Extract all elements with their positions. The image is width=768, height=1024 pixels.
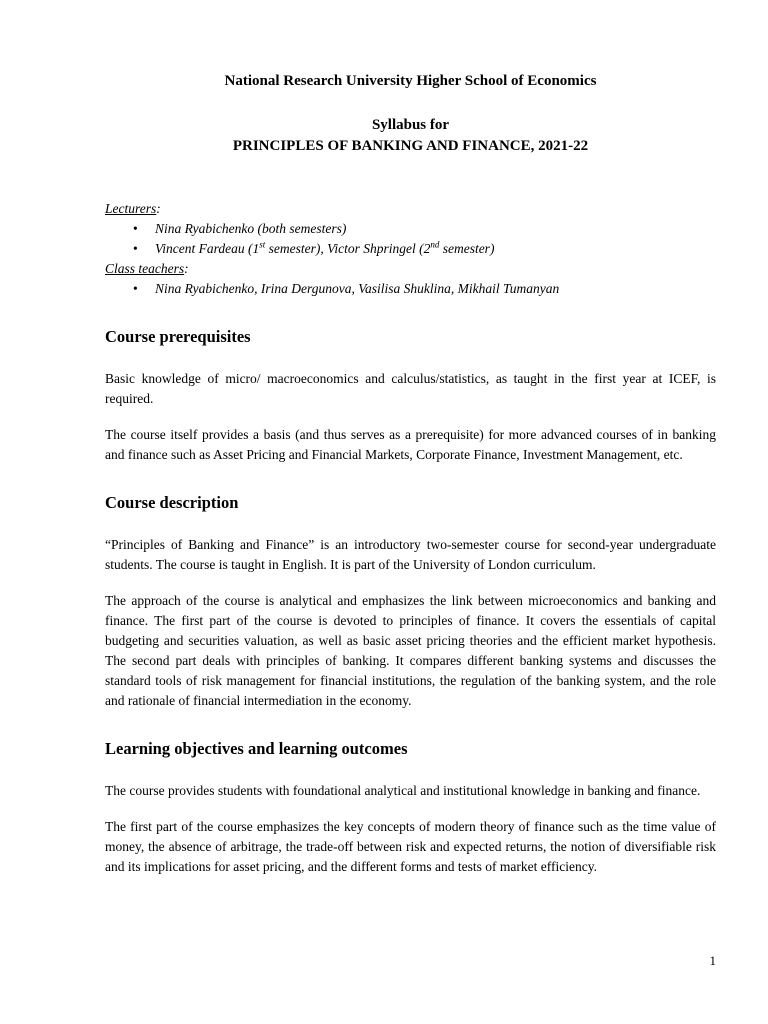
paragraph: Basic knowledge of micro/ macroeconomics and calculus/statistics, as taught in the first year at ICEF, is required. xyxy=(105,371,716,406)
university-title: National Research University Higher School of Economics xyxy=(224,73,597,89)
lecturer-name: Nina Ryabichenko (both semesters) xyxy=(155,221,347,236)
syllabus-header xyxy=(105,115,716,157)
lecturer-name-part: Vincent Fardeau (1 xyxy=(155,241,260,256)
lecturers-label-line xyxy=(105,199,716,219)
bullet-icon: • xyxy=(133,281,138,296)
lecturers-label-colon: : xyxy=(156,201,161,216)
paragraph: “Principles of Banking and Finance” is an introductory two-semester course for second-year undergraduate students. The course is taught in English. It is part of the University of London curriculum. xyxy=(105,537,716,572)
staff-block xyxy=(105,199,716,299)
paragraph: The course provides students with foundational analytical and institutional knowledge in banking and finance. xyxy=(105,783,701,798)
class-teacher-names: Nina Ryabichenko, Irina Dergunova, Vasilisa Shuklina, Mikhail Tumanyan xyxy=(155,281,560,296)
section-course-prerequisites xyxy=(105,326,716,465)
bullet-icon: • xyxy=(133,241,138,256)
class-teachers-list xyxy=(105,279,716,299)
lecturers-list xyxy=(105,219,716,259)
paragraph: The first part of the course emphasizes the key concepts of modern theory of finance such as the time value of money, the absence of arbitrage, the trade-off between risk and expected returns, the notion of diversifiable risk and its implications for asset pricing, and the different forms and tests of market efficiency. xyxy=(105,819,716,874)
ordinal-superscript: nd xyxy=(430,239,440,250)
list-item xyxy=(105,239,716,259)
section-heading: Learning objectives and learning outcomes xyxy=(105,739,408,758)
class-teachers-label-colon: : xyxy=(184,261,189,276)
course-title-line: PRINCIPLES OF BANKING AND FINANCE, 2021-22 xyxy=(232,138,589,154)
paragraph: The course itself provides a basis (and thus serves as a prerequisite) for more advanced courses of in banking and finance such as Asset Pricing and Financial Markets, Corporate Finance, Investment Management, etc. xyxy=(105,427,716,462)
lecturer-name-part: semester) xyxy=(439,241,495,256)
section-course-description xyxy=(105,492,716,711)
section-learning-objectives xyxy=(105,738,716,877)
ordinal-superscript: st xyxy=(259,239,266,250)
page-number: 1 xyxy=(709,953,716,968)
section-heading: Course description xyxy=(105,493,239,512)
section-heading: Course prerequisites xyxy=(105,327,251,346)
lecturers-label: Lecturers xyxy=(105,201,157,216)
bullet-icon: • xyxy=(133,221,138,236)
lecturer-name-part: semester), Victor Shpringel (2 xyxy=(265,241,431,256)
list-item xyxy=(105,279,716,299)
class-teachers-label-line xyxy=(105,259,716,279)
paragraph: The approach of the course is analytical and emphasizes the link between microeconomics and banking and finance. The first part of the course is devoted to principles of finance. It covers the essentials of capital budgeting and securities valuation, as well as basic asset pricing theories and the efficient market hypothesis. The second part deals with principles of banking. It compares different banking systems and discusses the standard tools of risk management for financial institutions, the regulation of the banking system, and the role and rationale of financial intermediation in the economy. xyxy=(105,593,716,708)
class-teachers-label: Class teachers xyxy=(105,261,185,276)
syllabus-for-line: Syllabus for xyxy=(371,117,450,133)
document-content xyxy=(105,0,716,891)
list-item xyxy=(105,219,716,239)
